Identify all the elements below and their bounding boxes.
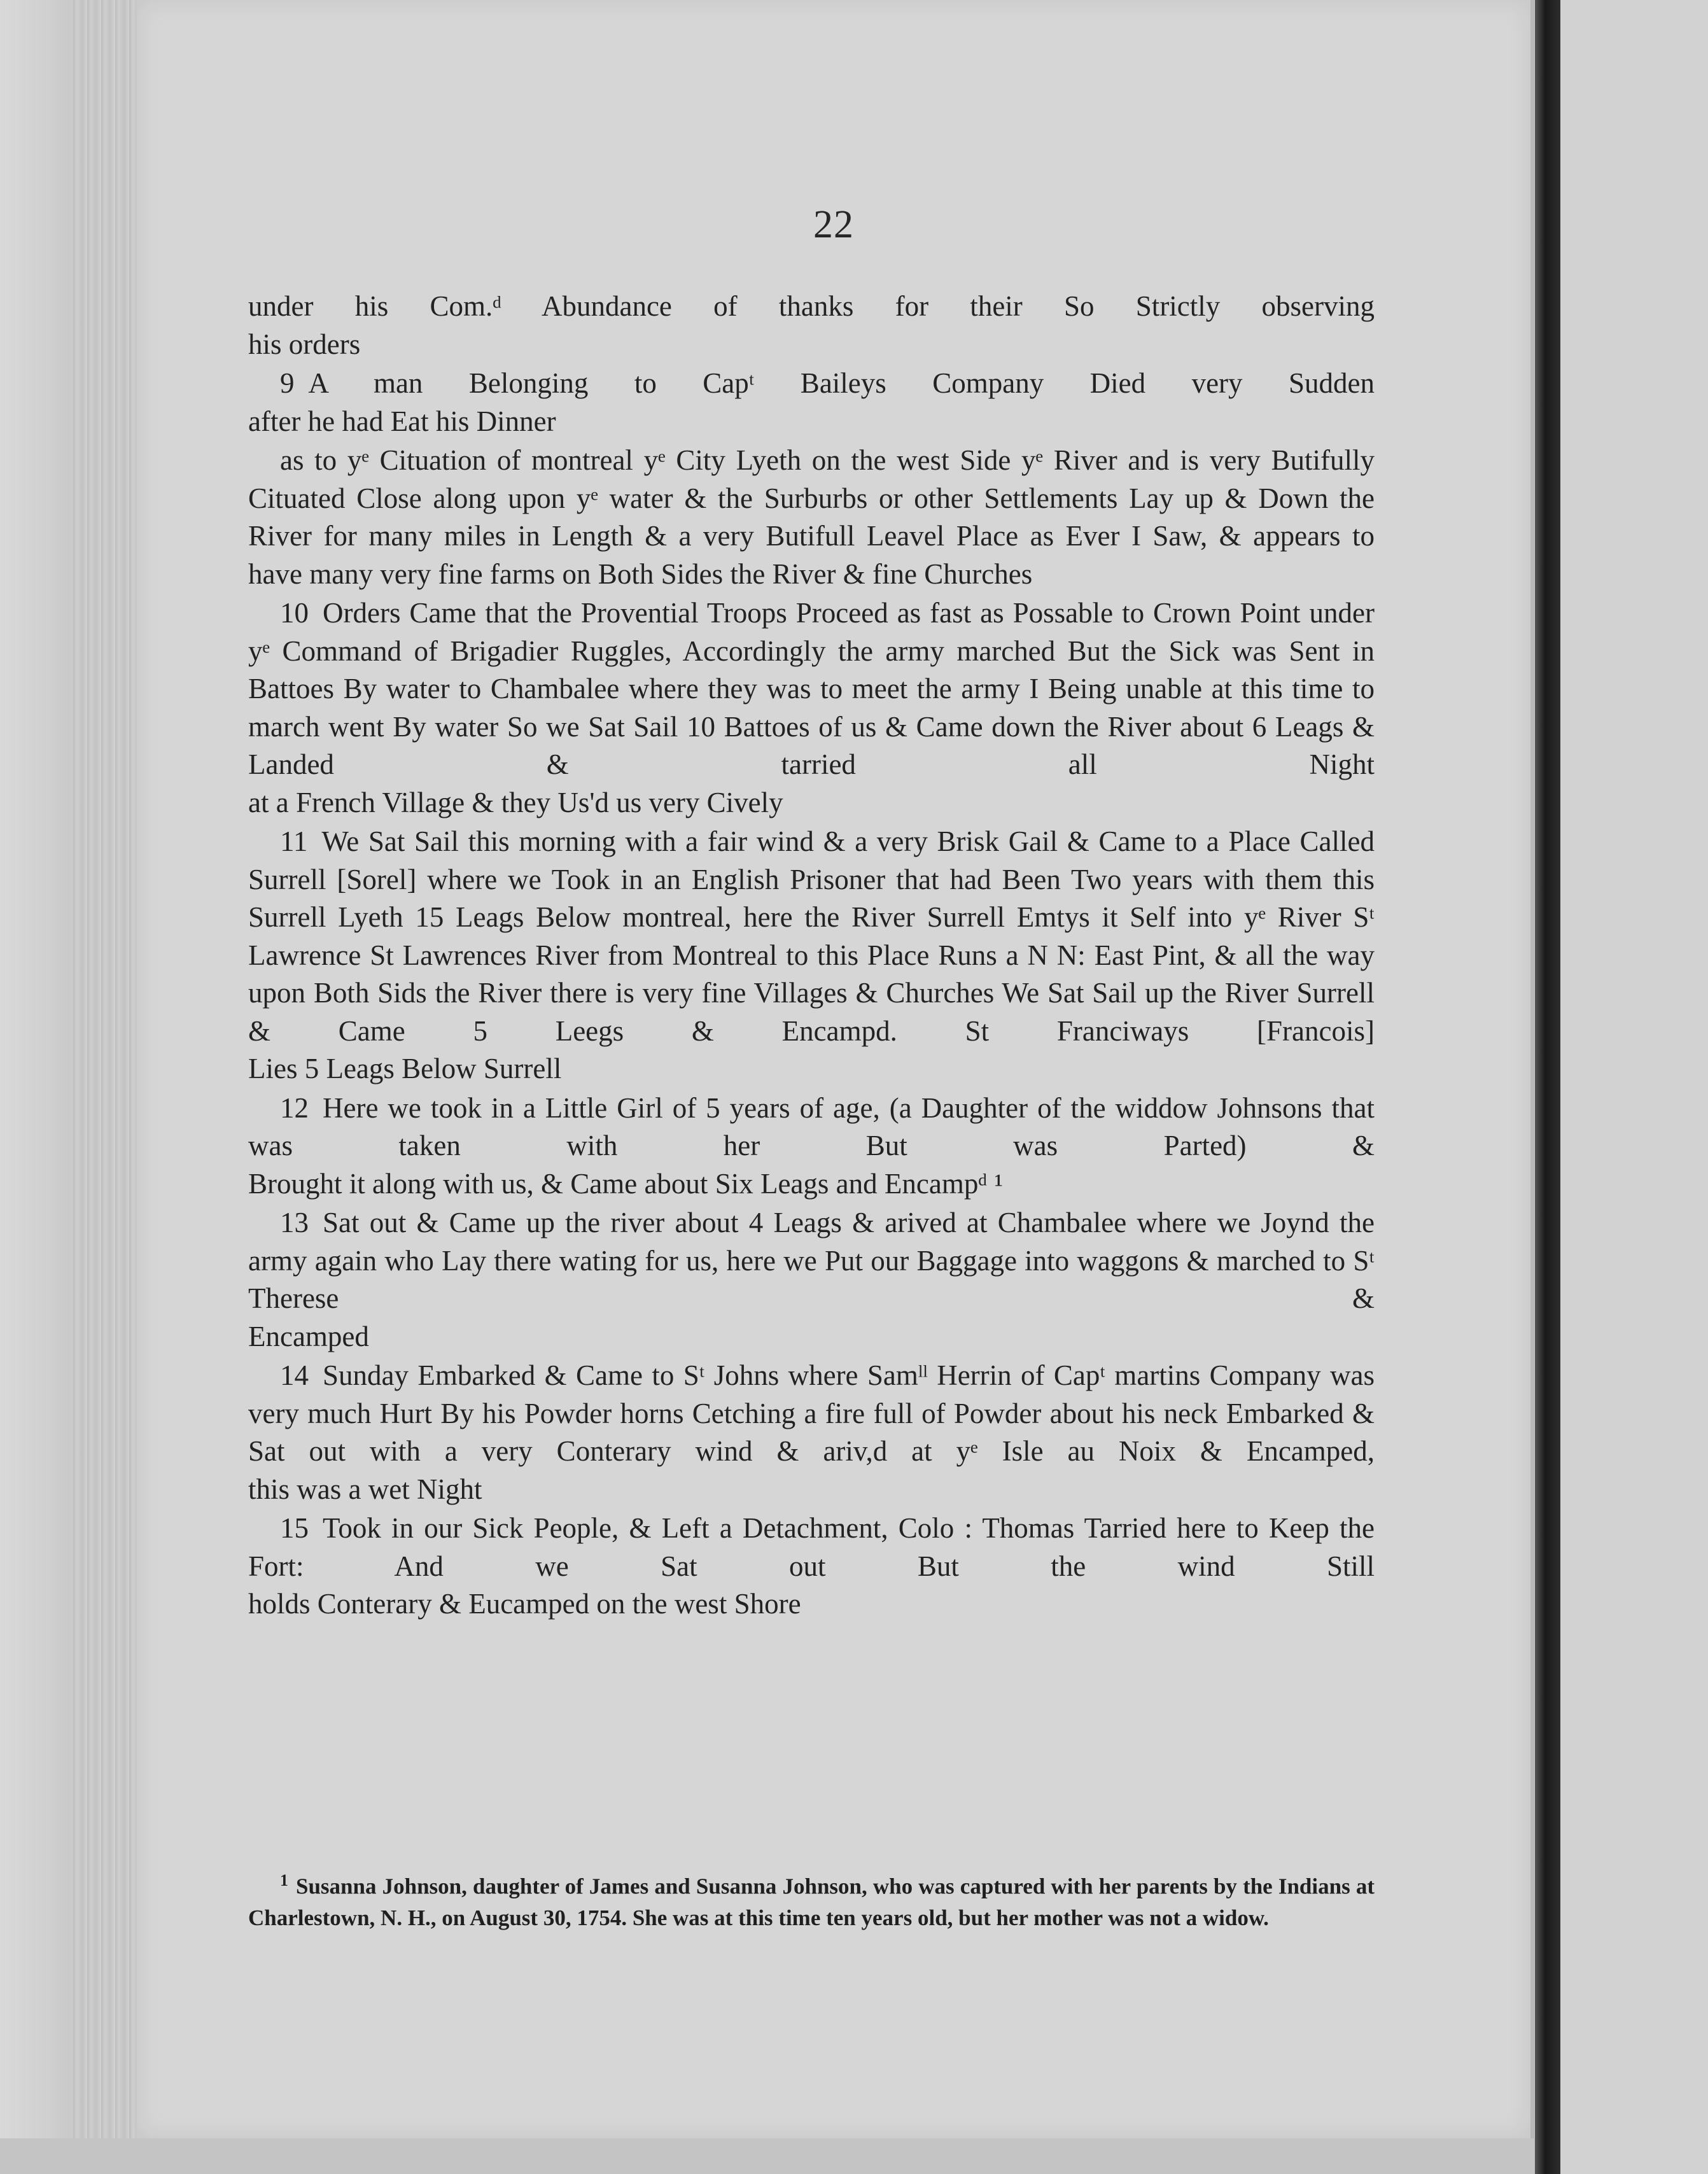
page-number: 22 — [813, 203, 854, 246]
journal-entry — [248, 1510, 1375, 1623]
entry-body — [280, 367, 1375, 399]
entry-body — [248, 444, 1375, 552]
facing-page — [1560, 0, 1708, 2174]
journal-entry — [248, 1090, 1375, 1203]
footnote-marker: 1 — [280, 1871, 288, 1890]
entry-text: Took in our Sick People, & Left a Detachment, Colo : Thomas Tarried here to Keep the Fort: And we Sat out But the wind Still — [248, 1512, 1375, 1582]
entry-last-line: his orders — [248, 328, 361, 360]
entry-body — [248, 825, 1375, 1047]
entry-text: as to yᵉ Cituation of montreal yᵉ City Lyeth on the west Side yᵉ River and is very Butifully Cituated Close along upon yᵉ water & the Surburbs or other Settlements Lay up & Down the River for many miles in Length & a very Butifull Leavel Place as Ever I Saw, & appears to — [248, 444, 1375, 552]
journal-entry — [248, 442, 1375, 593]
journal-entry — [248, 365, 1375, 440]
entry-last-line: Lies 5 Leags Below Surrell — [248, 1053, 562, 1084]
journal-entry — [248, 1357, 1375, 1508]
entry-body — [248, 597, 1375, 780]
entry-last-line: holds Conterary & Eucamped on the west Shore — [248, 1588, 801, 1620]
entry-date: 14 — [280, 1359, 309, 1391]
entry-last-line: have many very fine farms on Both Sides the River & fine Churches — [248, 558, 1033, 590]
entry-date: 9 — [280, 367, 295, 399]
entry-text: Here we took in a Little Girl of 5 years of age, (a Daughter of the widdow Johnsons that was taken with her But was Parted) & — [248, 1091, 1375, 1161]
journal-entry — [248, 594, 1375, 822]
book-gutter — [1535, 0, 1560, 2174]
entry-last-line: at a French Village & they Us'd us very Cively — [248, 786, 783, 818]
footnote-text: Susanna Johnson, daughter of James and Susanna Johnson, who was captured with her parents by the Indians at Charlestown, N. H., on August 30, 1754. She was at this time ten years old, but her mother was not a widow. — [248, 1874, 1375, 1930]
entry-body — [248, 290, 1375, 322]
entry-text: Orders Came that the Provential Troops Proceed as fast as Possable to Crown Point under yᵉ Command of Brigadier Ruggles, Accordingly the army marched But the Sick was Sent in Battoes By water to Chambalee where they was to meet the army I Being unable at this time to march went By water So we Sat Sail 10 Battoes of us & Came down the River about 6 Leags & Landed & tarried all Night — [248, 597, 1375, 780]
entry-date: 10 — [280, 597, 309, 629]
entry-date: 11 — [280, 825, 308, 857]
journal-entry — [248, 823, 1375, 1088]
journal-entry — [248, 288, 1375, 363]
entry-body — [248, 1359, 1375, 1467]
entry-text: under his Com.ᵈ Abundance of thanks for their So Strictly observing — [248, 290, 1375, 322]
entry-last-line: Encamped — [248, 1320, 369, 1352]
entry-last-line: after he had Eat his Dinner — [248, 405, 556, 437]
entry-date: 13 — [280, 1207, 309, 1238]
footnote — [248, 1865, 1375, 1933]
book-page-edges — [73, 0, 137, 2138]
entry-date: 12 — [280, 1091, 309, 1124]
entry-body — [248, 1207, 1375, 1314]
entry-text: Sunday Embarked & Came to Sᵗ Johns where Samˡˡ Herrin of Capᵗ martins Company was very much Hurt By his Powder horns Cetching a fire full of Powder about his neck Embarked & Sat out with a very Conterary wind & ariv,d at yᵉ Isle au Noix & Encamped, — [248, 1359, 1375, 1467]
entry-text: We Sat Sail this morning with a fair wind & a very Brisk Gail & Came to a Place Called Surrell [Sorel] where we Took in an English Prisoner that had Been Two years with them this Surrell Lyeth 15 Leags Below montreal, here the River Surrell Emtys it Self into yᵉ River Sᵗ Lawrence St Lawrences River from Montreal to this Place Runs a N N: East Pint, & all the way upon Both Sids the River there is very fine Villages & Churches We Sat Sail up the River Surrell & Came 5 Leegs & Encampd. St Franciways [Francois] — [248, 825, 1375, 1047]
entry-body — [248, 1512, 1375, 1582]
entry-body — [248, 1092, 1375, 1162]
entry-text: A man Belonging to Capᵗ Baileys Company Died very Sudden — [308, 367, 1375, 399]
entry-last-line: this was a wet Night — [248, 1473, 482, 1505]
scan-bottom-edge — [0, 2138, 1535, 2174]
entry-last-line: Brought it along with us, & Came about Six Leags and Encampᵈ ¹ — [248, 1167, 1004, 1200]
journal-text — [248, 288, 1375, 1625]
entry-date: 15 — [280, 1512, 309, 1544]
entry-text: Sat out & Came up the river about 4 Leags & arived at Chambalee where we Joynd the army again who Lay there wating for us, here we Put our Baggage into waggons & marched to Sᵗ Therese & — [248, 1207, 1375, 1314]
journal-entry — [248, 1204, 1375, 1356]
